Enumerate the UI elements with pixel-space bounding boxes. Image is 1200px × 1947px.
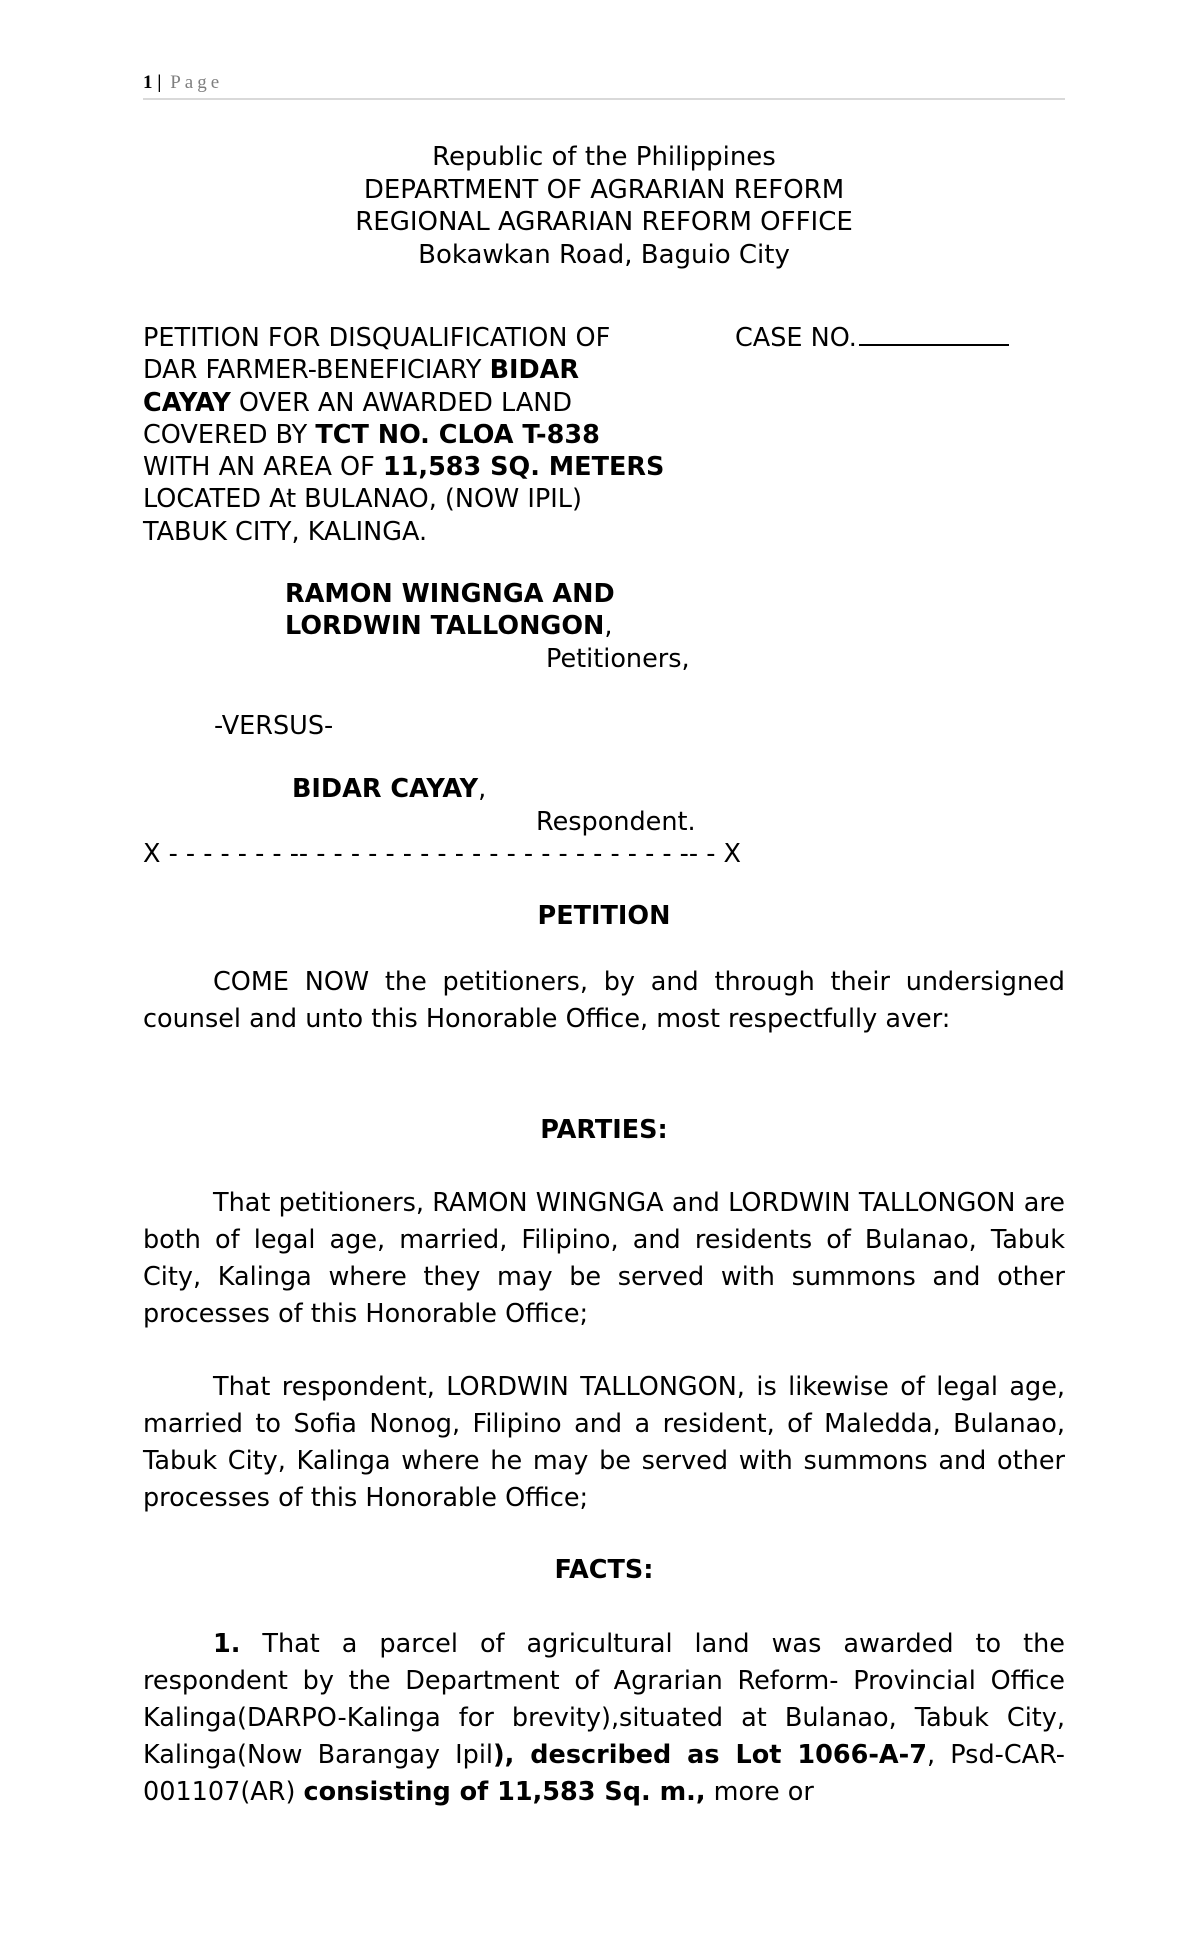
respondent-label: Respondent. <box>536 807 696 837</box>
petitioner-name-1: RAMON WINGNGA AND <box>285 579 615 609</box>
facts-item-number: 1. <box>213 1629 241 1659</box>
caption-line-7: TABUK CITY, KALINGA. <box>143 516 428 547</box>
title-regional-office: REGIONAL AGRARIAN REFORM OFFICE <box>355 207 853 237</box>
petitioner-name-2: LORDWIN TALLONGON <box>285 611 605 641</box>
case-number-blank <box>859 322 1009 346</box>
header-rule <box>143 98 1065 100</box>
page-header <box>143 72 1063 94</box>
caption-line-2: DAR FARMER-BENEFICIARY BIDAR <box>143 355 580 386</box>
parties-heading: PARTIES: <box>540 1115 668 1145</box>
case-number-label: CASE NO. <box>735 323 857 353</box>
versus-label: -VERSUS- <box>214 711 334 741</box>
title-address: Bokawkan Road, Baguio City <box>418 239 790 270</box>
caption-line-5: WITH AN AREA OF 11,583 SQ. METERS <box>143 452 665 483</box>
case-number-field <box>735 322 1009 354</box>
caption-line-6: LOCATED At BULANAO, (NOW IPIL) <box>143 484 582 515</box>
page-label: Page <box>170 72 224 93</box>
title-block <box>143 141 1065 271</box>
title-department: DEPARTMENT OF AGRARIAN REFORM <box>363 174 845 205</box>
parties-paragraph-1: That petitioners, RAMON WINGNGA and LORDWIN TALLONGON are both of legal age, married, Filipino, and residents of Bulanao, Tabuk City, Kalinga where they may be served with summons and other processes of this Honorable Office; <box>143 1188 1065 1329</box>
intro-paragraph: COME NOW the petitioners, by and through their undersigned counsel and unto this Honorable Office, most respectfully aver: <box>143 967 1065 1034</box>
page-separator: | <box>157 72 162 93</box>
caption-divider: X - - - - - - - -- - - - - - - - - - - - - - - - - - - - - - -- - X <box>143 839 741 869</box>
petitioner-names: RAMON WINGNGA AND LORDWIN TALLONGON, <box>285 579 615 641</box>
caption-line-1: PETITION FOR DISQUALIFICATION OF <box>143 323 611 353</box>
facts-item-1: 1. That a parcel of agricultural land was awarded to the respondent by the Department of Agrarian Reform- Provincial Office Kalinga(DARPO-Kalinga for brevity),situated at Bulanao, Tabuk City, Kalinga(Now Barangay Ipil), described as Lot 1066-A-7, Psd-CAR-001107(AR) consisting of 11,583 Sq. m., more or <box>143 1629 1065 1807</box>
case-caption <box>143 322 743 548</box>
parties-paragraph-2: That respondent, LORDWIN TALLONGON, is likewise of legal age, married to Sofia Nonog, Filipino and a resident, of Maledda, Bulanao, Tabuk City, Kalinga where he may be served with summons and other processes of this Honorable Office; <box>143 1372 1065 1513</box>
caption-line-3: CAYAY OVER AN AWARDED LAND <box>143 387 572 418</box>
respondent-name: BIDAR CAYAY, <box>292 774 487 804</box>
facts-heading: FACTS: <box>554 1555 654 1585</box>
petitioners-label: Petitioners, <box>546 644 690 674</box>
petition-heading: PETITION <box>537 901 671 931</box>
caption-line-4: COVERED BY TCT NO. CLOA T-838 <box>143 419 600 450</box>
page-number: 1 <box>143 72 153 93</box>
title-republic: Republic of the Philippines <box>432 142 776 172</box>
